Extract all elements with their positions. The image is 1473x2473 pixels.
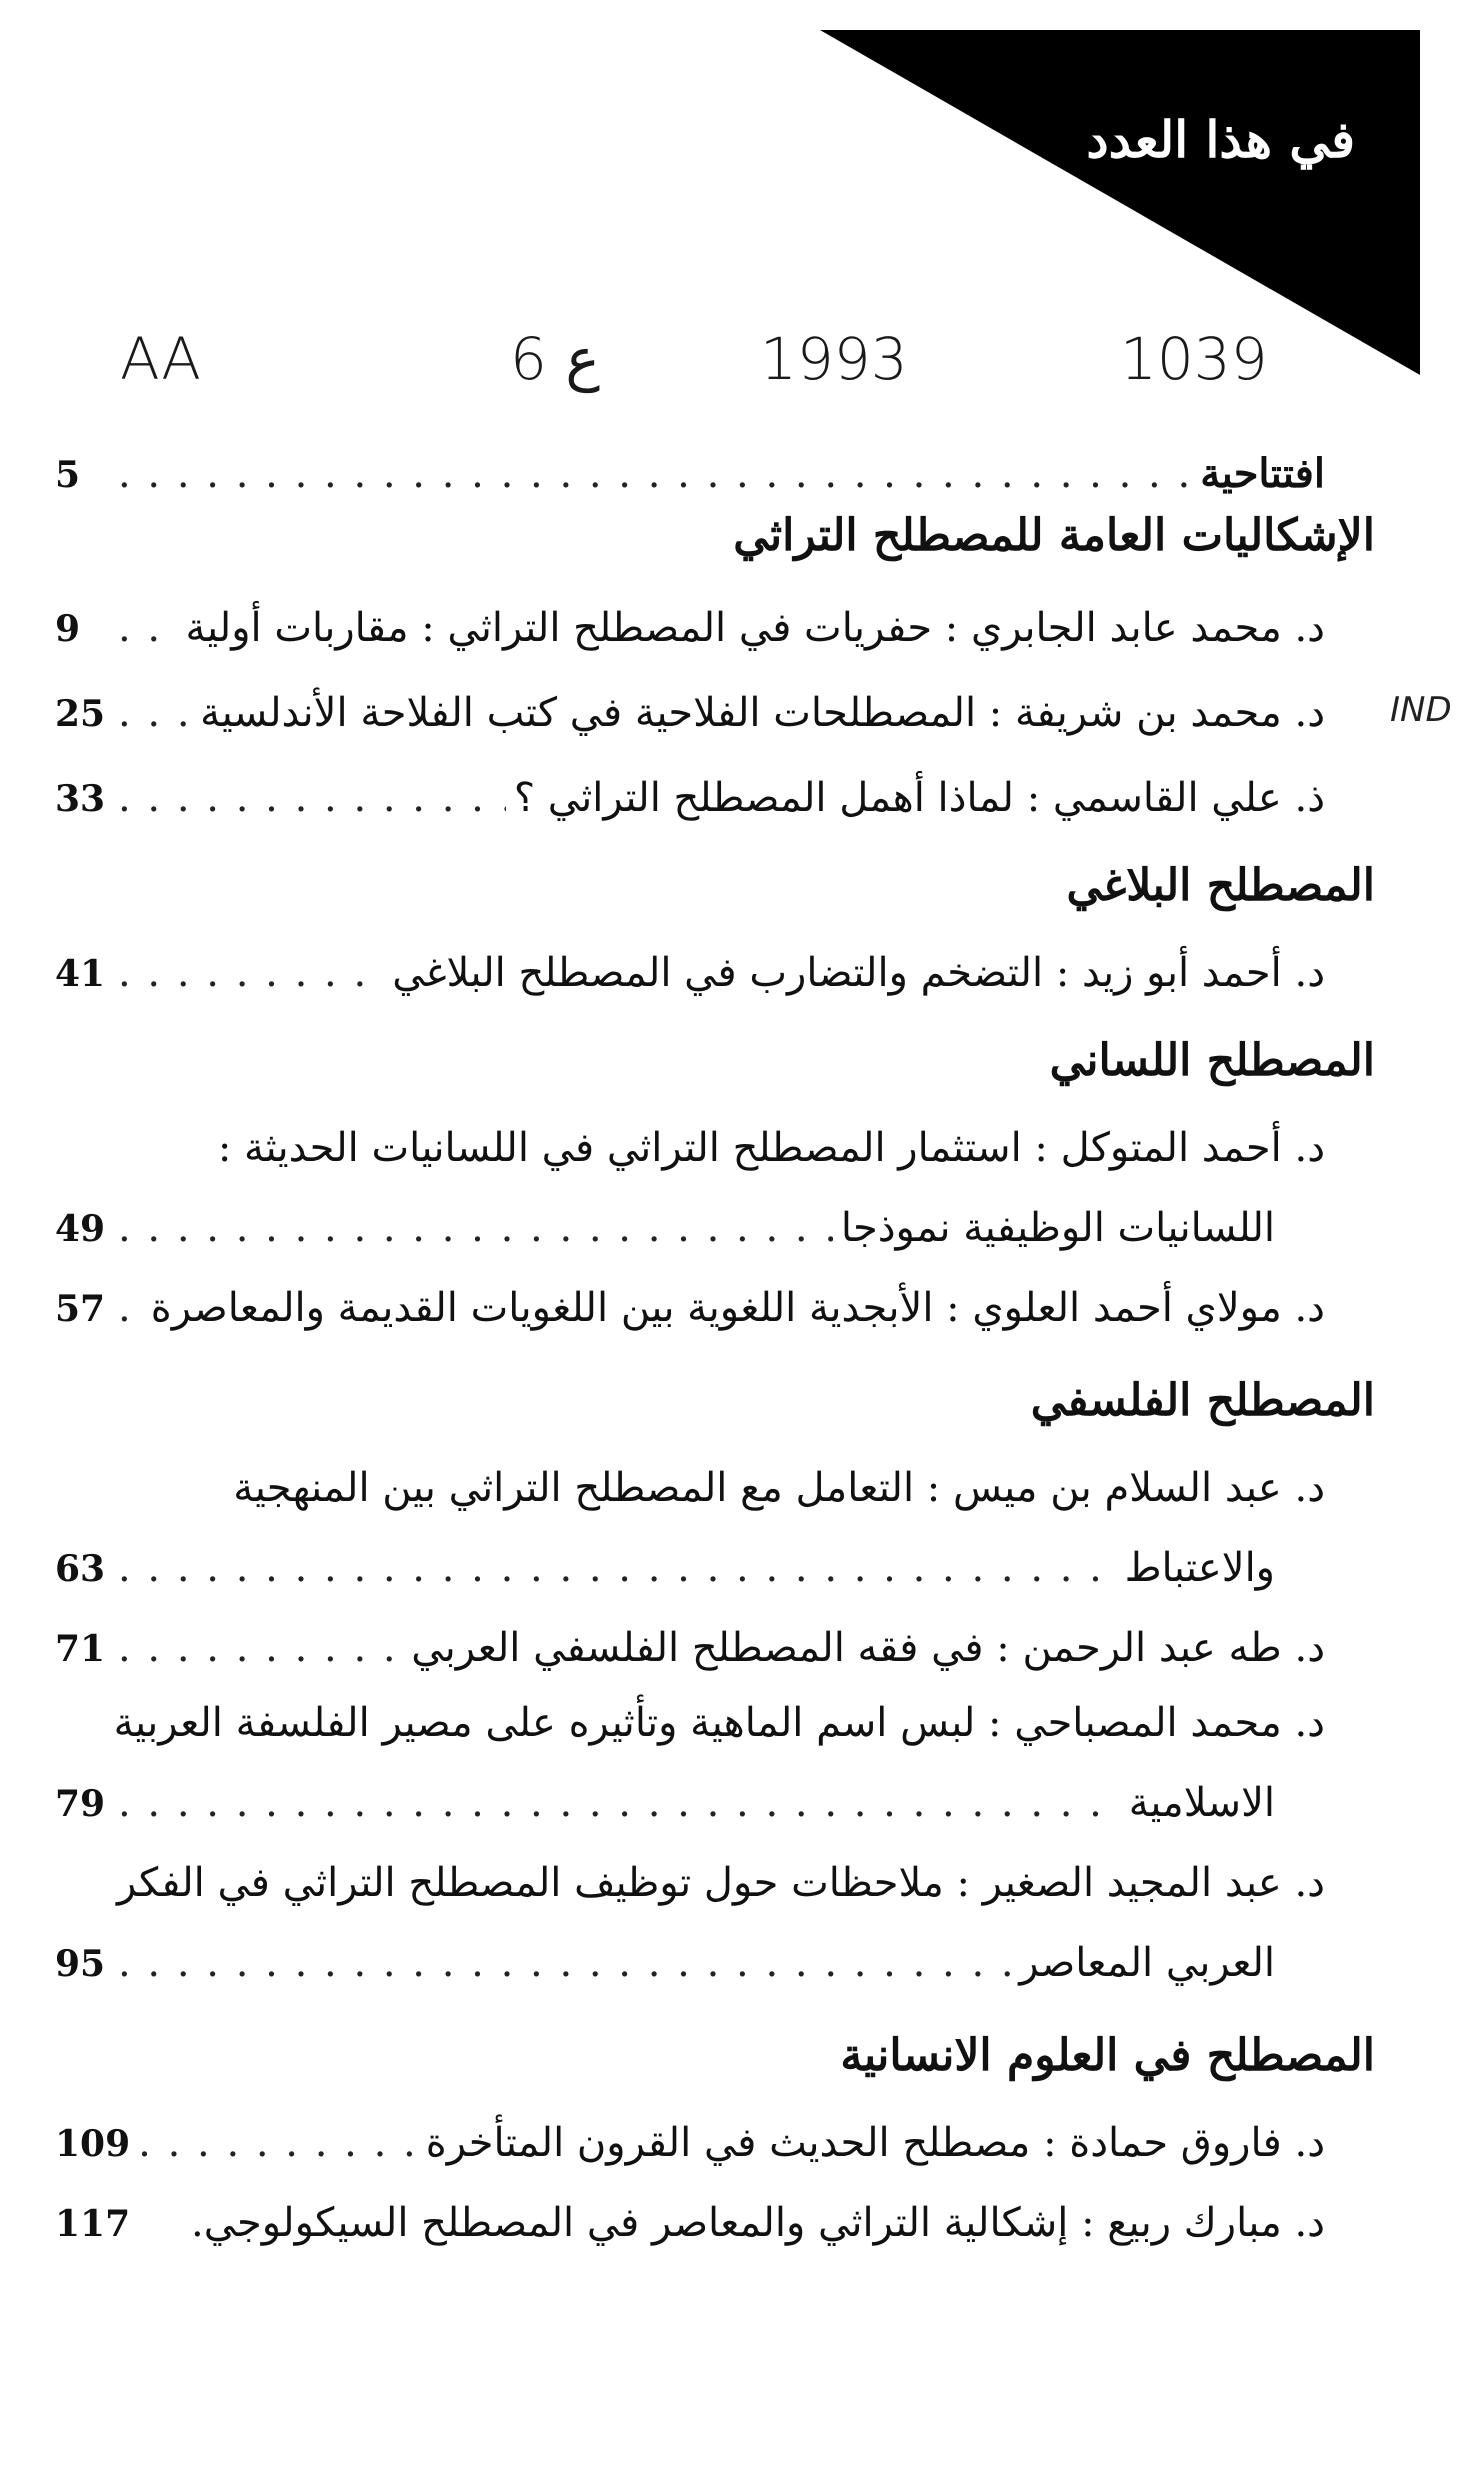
entry-title: د. أحمد المتوكل : استثمار المصطلح التراثي في اللسانيات الحديثة :: [217, 1125, 1325, 1171]
entry-title: د. عبد السلام بن ميس : التعامل مع المصطلح التراثي بين المنهجية: [233, 1465, 1325, 1511]
toc-entry: [55, 1625, 1325, 1695]
toc-entry: [55, 605, 1325, 675]
entry-title: ذ. علي القاسمي : لماذا أهمل المصطلح التراثي ؟: [513, 775, 1325, 821]
page-number: 117: [55, 2203, 131, 2245]
entry-continuation: اللسانيات الوظيفية نموذجا: [840, 1205, 1275, 1251]
page-number: 25: [55, 693, 106, 735]
section-heading: المصطلح الفلسفي: [1030, 1375, 1375, 1426]
page-number: 49: [55, 1208, 106, 1250]
page-number: 5: [55, 454, 81, 496]
entry-title: د. محمد المصباحي : لبس اسم الماهية وتأثيره على مصير الفلسفة العربية: [113, 1700, 1325, 1746]
margin-note: IND: [1390, 690, 1452, 730]
section-heading: المصطلح في العلوم الانسانية: [840, 2030, 1375, 2081]
page-number: 63: [55, 1548, 106, 1590]
dot-leader: [118, 950, 384, 996]
handwritten-mid1: ع 6: [510, 325, 600, 393]
page-number: 79: [55, 1783, 106, 1825]
dot-leader: [118, 1545, 1117, 1591]
entry-title: د. مبارك ربيع : إشكالية التراثي والمعاصر في المصطلح السيكولوجي.: [190, 2200, 1325, 2246]
toc-entry: [55, 1545, 1325, 1615]
toc-entry: [55, 2200, 1325, 2270]
entry-title: د. عبد المجيد الصغير : ملاحظات حول توظيف المصطلح التراثي في الفكر: [117, 1860, 1325, 1906]
page-number: 109: [55, 2123, 131, 2165]
dot-leader: [118, 1285, 143, 1331]
page-number: 9: [55, 608, 81, 650]
entry-continuation: العربي المعاصر: [1019, 1940, 1275, 1986]
section-heading: المصطلح البلاغي: [1066, 860, 1375, 911]
issue-banner: [820, 30, 1420, 375]
section-heading: الإشكاليات العامة للمصطلح التراثي: [733, 510, 1375, 561]
toc-entry: [55, 950, 1325, 1020]
entry-continuation: والاعتباط: [1124, 1545, 1275, 1591]
banner-shape: [820, 30, 1420, 375]
toc-entry: [55, 1205, 1325, 1275]
toc-entry: [55, 1940, 1325, 2010]
page-number: 41: [55, 953, 106, 995]
entry-title: د. أحمد أبو زيد : التضخم والتضارب في المصطلح البلاغي: [392, 950, 1325, 996]
section-heading: المصطلح اللساني: [1049, 1035, 1375, 1086]
toc-entry: [55, 775, 1325, 845]
toc-entry: [55, 1780, 1325, 1850]
entry-title: افتتاحية: [1200, 450, 1325, 497]
handwritten-left: AA: [120, 325, 201, 393]
dot-leader: [118, 1625, 403, 1671]
page-number: 95: [55, 1943, 106, 1985]
dot-leader: [118, 605, 178, 651]
entry-title: د. فاروق حمادة : مصطلح الحديث في القرون المتأخرة: [425, 2120, 1325, 2166]
toc-entry: [55, 2120, 1325, 2190]
entry-continuation: الاسلامية: [1128, 1780, 1275, 1826]
handwritten-mid2: 1993: [760, 325, 908, 393]
toc-entry: [55, 690, 1325, 760]
entry-title: د. مولاي أحمد العلوي : الأبجدية اللغوية بين اللغويات القديمة والمعاصرة: [150, 1285, 1325, 1331]
entry-title: د. محمد بن شريفة : المصطلحات الفلاحية في كتب الفلاحة الأندلسية: [200, 690, 1325, 736]
dot-leader: [118, 1205, 833, 1251]
entry-title: د. طه عبد الرحمن : في فقه المصطلح الفلسفي العربي: [411, 1625, 1325, 1671]
dot-leader: [118, 690, 192, 736]
toc-entry: [55, 1285, 1325, 1355]
entry-title: د. محمد عابد الجابري : حفريات في المصطلح التراثي : مقاربات أولية: [185, 605, 1325, 651]
page-number: 71: [55, 1628, 106, 1670]
dot-leader: [118, 1940, 1011, 1986]
dot-leader: [118, 1780, 1121, 1826]
dot-leader: [118, 451, 1192, 497]
banner-title: في هذا العدد: [1086, 110, 1355, 169]
dot-leader: [138, 2120, 418, 2166]
page-number: 57: [55, 1288, 106, 1330]
page-number: 33: [55, 778, 106, 820]
handwritten-right: 1039: [1120, 325, 1268, 393]
dot-leader: [118, 775, 506, 821]
